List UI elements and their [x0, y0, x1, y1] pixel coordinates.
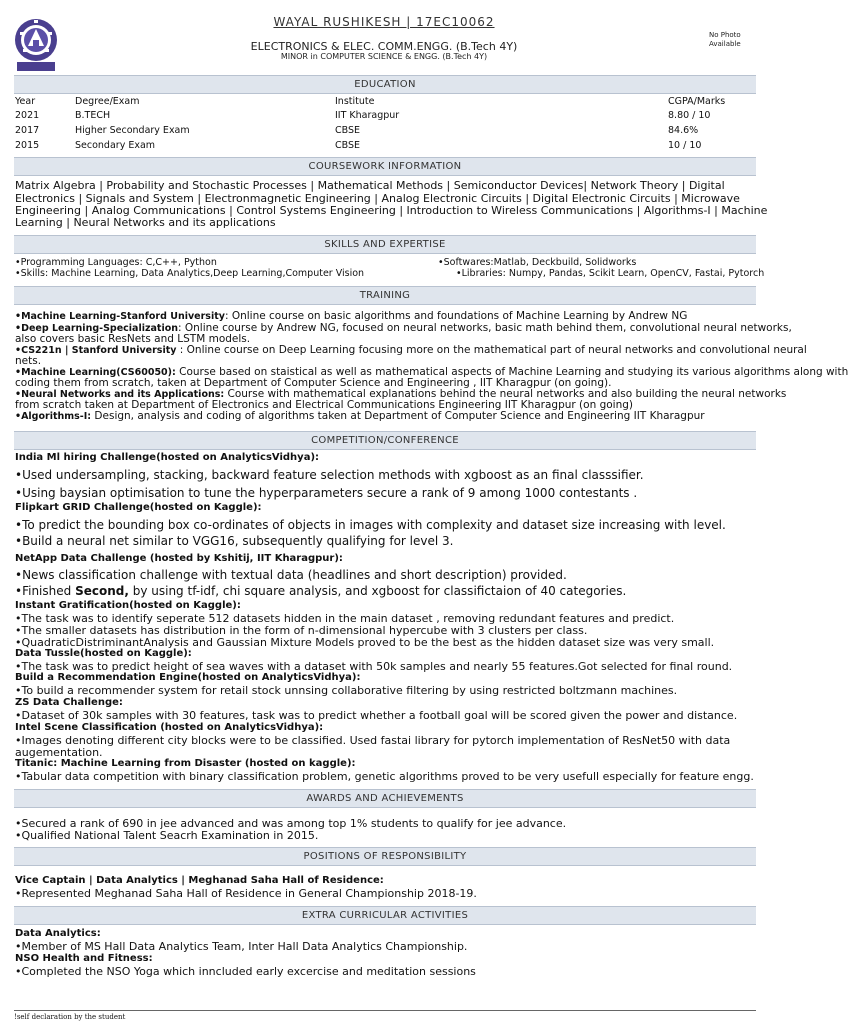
competition-bullet: •Using baysian optimisation to tune the hyperparameters secure a rank of 9 among 1000 contestants . — [15, 486, 638, 500]
training-item: •CS221n | Stanford University : Online course on Deep Learning focusing more on the mathematical part of neural networks and convolutional neural — [15, 344, 807, 356]
competition-title: NetApp Data Challenge (hosted by Kshitij, IIT Kharagpur): — [15, 553, 343, 564]
competition-bullet: •Dataset of 30k samples with 30 features, task was to predict whether a football goal will be scored given the power and distance. — [15, 709, 738, 722]
competition-bullet: •Tabular data competition with binary classification problem, genetic algorithms proved to be very usefull especially for feature engg. — [15, 770, 754, 783]
competition-title: Flipkart GRID Challenge(hosted on Kaggle): — [15, 502, 262, 513]
edu-header-cgpa: CGPA/Marks — [668, 96, 726, 107]
edu-cell: CBSE — [335, 140, 361, 151]
competition-bullet: augementation. — [15, 746, 103, 759]
competition-bullet: •The task was to predict height of sea waves with a dataset with 50k samples and nearly 55 features.Got selected for final round. — [15, 660, 733, 673]
competition-title: India Ml hiring Challenge(hosted on AnalyticsVidhya): — [15, 452, 320, 463]
competition-title: Build a Recommendation Engine(hosted on AnalyticsVidhya): — [15, 672, 361, 683]
competition-bullet: •QuadraticDistriminantAnalysis and Gaussian Mixture Models proved to be the best as the hidden dataset size was very small. — [15, 636, 715, 649]
coursework-line: Electronics | Signals and System | Electronmagnetic Engineering | Analog Electronic Circuits | Digital Electronic Circuits | Microwave — [15, 192, 740, 205]
competition-bullet: •To predict the bounding box co-ordinates of objects in images with complexity and dataset size increasing with level. — [15, 518, 726, 532]
competition-bullet: •Build a neural net similar to VGG16, subsequently qualifying for level 3. — [15, 534, 454, 548]
edu-cell: 8.80 / 10 — [668, 110, 711, 121]
coursework-line: Learning | Neural Networks and its applications — [15, 216, 276, 229]
section-positions-header: POSITIONS OF RESPONSIBILITY — [14, 847, 756, 866]
section-coursework-header: COURSEWORK INFORMATION — [14, 157, 756, 176]
competition-bullet: •The smaller datasets has distribution in the form of n-dimensional hypercube with 3 clusters per class. — [15, 624, 588, 637]
training-item: •Deep Learning-Specialization: Online course by Andrew NG, focused on neural networks, basic math behind them, convolutional neural networks, — [15, 322, 792, 334]
competition-bullet: •Images denoting different city blocks were to be classified. Used fastai library for pytorch implementation of ResNet50 with data — [15, 734, 731, 747]
award-bullet: •Qualified National Talent Seacrh Examination in 2015. — [15, 829, 319, 842]
skill-libraries: •Libraries: Numpy, Pandas, Scikit Learn, OpenCV, Fastai, Pytorch — [456, 268, 765, 279]
section-training-header: TRAINING — [14, 286, 756, 305]
minor: MINOR in COMPUTER SCIENCE & ENGG. (B.Tech 4Y) — [280, 52, 488, 61]
edu-cell: 2021 — [15, 110, 40, 121]
competition-title: Intel Scene Classification (hosted on AnalyticsVidhya): — [15, 722, 324, 733]
edu-cell: Higher Secondary Exam — [75, 125, 190, 136]
training-line: also covers basic ResNets and LSTM models. — [15, 333, 251, 345]
training-line: nets. — [15, 355, 42, 367]
skill-softwares: •Softwares:Matlab, Deckbuild, Solidworks — [438, 257, 637, 268]
department: ELECTRONICS & ELEC. COMM.ENGG. (B.Tech 4Y) — [250, 40, 518, 53]
section-education-header: EDUCATION — [14, 75, 756, 94]
edu-header-institute: Institute — [335, 96, 375, 107]
competition-bullet: •Finished Second, by using tf-idf, chi square analysis, and xgboost for classifictaion of 40 categories. — [15, 584, 627, 598]
edu-cell: IIT Kharagpur — [335, 110, 400, 121]
edu-cell: B.TECH — [75, 110, 111, 121]
extra-bullet: •Member of MS Hall Data Analytics Team, Inter Hall Data Analytics Championship. — [15, 940, 468, 953]
position-title: Vice Captain | Data Analytics | Meghanad Saha Hall of Residence: — [15, 875, 384, 886]
training-item: •Machine Learning-Stanford University: Online course on basic algorithms and foundations of Machine Learning by Andrew NG — [15, 310, 688, 322]
section-extra-header: EXTRA CURRICULAR ACTIVITIES — [14, 906, 756, 925]
edu-cell: 2015 — [15, 140, 40, 151]
skill-programming: •Programming Languages: C,C++, Python — [15, 257, 217, 268]
competition-title: Data Tussle(hosted on Kaggle): — [15, 648, 192, 659]
edu-header-year: Year — [15, 96, 36, 107]
coursework-line: Engineering | Analog Communications | Control Systems Engineering | Introduction to Wireless Communications | Algorithms-I | Machine — [15, 204, 768, 217]
training-line: coding them from scratch, taken at Department of Computer Science and Engineering , IIT Kharagpur (on going). — [15, 377, 612, 389]
competition-title: Instant Gratification(hosted on Kaggle): — [15, 600, 241, 611]
edu-cell: CBSE — [335, 125, 361, 136]
competition-bullet: •The task was to identify seperate 512 datasets hidden in the main dataset , removing redundant features and predict. — [15, 612, 675, 625]
edu-cell: 2017 — [15, 125, 40, 136]
edu-cell: 10 / 10 — [668, 140, 702, 151]
competition-title: ZS Data Challenge: — [15, 697, 123, 708]
position-bullet: •Represented Meghanad Saha Hall of Residence in General Championship 2018-19. — [15, 887, 477, 900]
competition-title: Titanic: Machine Learning from Disaster (hosted on kaggle): — [15, 758, 356, 769]
section-awards-header: AWARDS AND ACHIEVEMENTS — [14, 789, 756, 808]
footer-note: !self declaration by the student — [14, 1013, 126, 1021]
extra-bullet: •Completed the NSO Yoga which inncluded early excercise and meditation sessions — [15, 965, 476, 978]
footer-divider — [14, 1010, 756, 1011]
training-item: •Algorithms-I: Design, analysis and coding of algorithms taken at Department of Computer Science and Engineering IIT Kharagpur — [15, 410, 705, 422]
photo-placeholder: No Photo Available — [709, 31, 741, 48]
training-line: from scratch taken at Department of Electronics and Electrical Communications Engineering IIT Kharagpur (on going) — [15, 399, 633, 411]
section-competition-header: COMPETITION/CONFERENCE — [14, 431, 756, 450]
competition-bullet: •News classification challenge with textual data (headlines and short description) provided. — [15, 568, 567, 582]
section-skills-header: SKILLS AND EXPERTISE — [14, 235, 756, 254]
training-item: •Machine Learning(CS60050): Course based on staistical as well as mathematical aspects of Machine Learning and studying its various algorithms along with — [15, 366, 848, 378]
award-bullet: •Secured a rank of 690 in jee advanced and was among top 1% students to qualify for jee advance. — [15, 817, 567, 830]
extra-title: NSO Health and Fitness: — [15, 953, 153, 964]
skill-skills: •Skills: Machine Learning, Data Analytics,Deep Learning,Computer Vision — [15, 268, 365, 279]
coursework-line: Matrix Algebra | Probability and Stochastic Processes | Mathematical Methods | Semiconductor Devices| Network Theory | Digital — [15, 179, 725, 192]
extra-title: Data Analytics: — [15, 928, 101, 939]
student-name: WAYAL RUSHIKESH | 17EC10062 — [273, 15, 495, 29]
training-item: •Neural Networks and its Applications: Course with mathematical explanations behind the neural networks and also building the neural networks — [15, 388, 787, 400]
competition-bullet: •To build a recommender system for retail stock unnsing collaborative filtering by using restricted boltzmann machines. — [15, 684, 678, 697]
competition-bullet: •Used undersampling, stacking, backward feature selection methods with xgboost as an final classsifier. — [15, 468, 644, 482]
edu-cell: 84.6% — [668, 125, 699, 136]
edu-cell: Secondary Exam — [75, 140, 156, 151]
edu-header-degree: Degree/Exam — [75, 96, 140, 107]
